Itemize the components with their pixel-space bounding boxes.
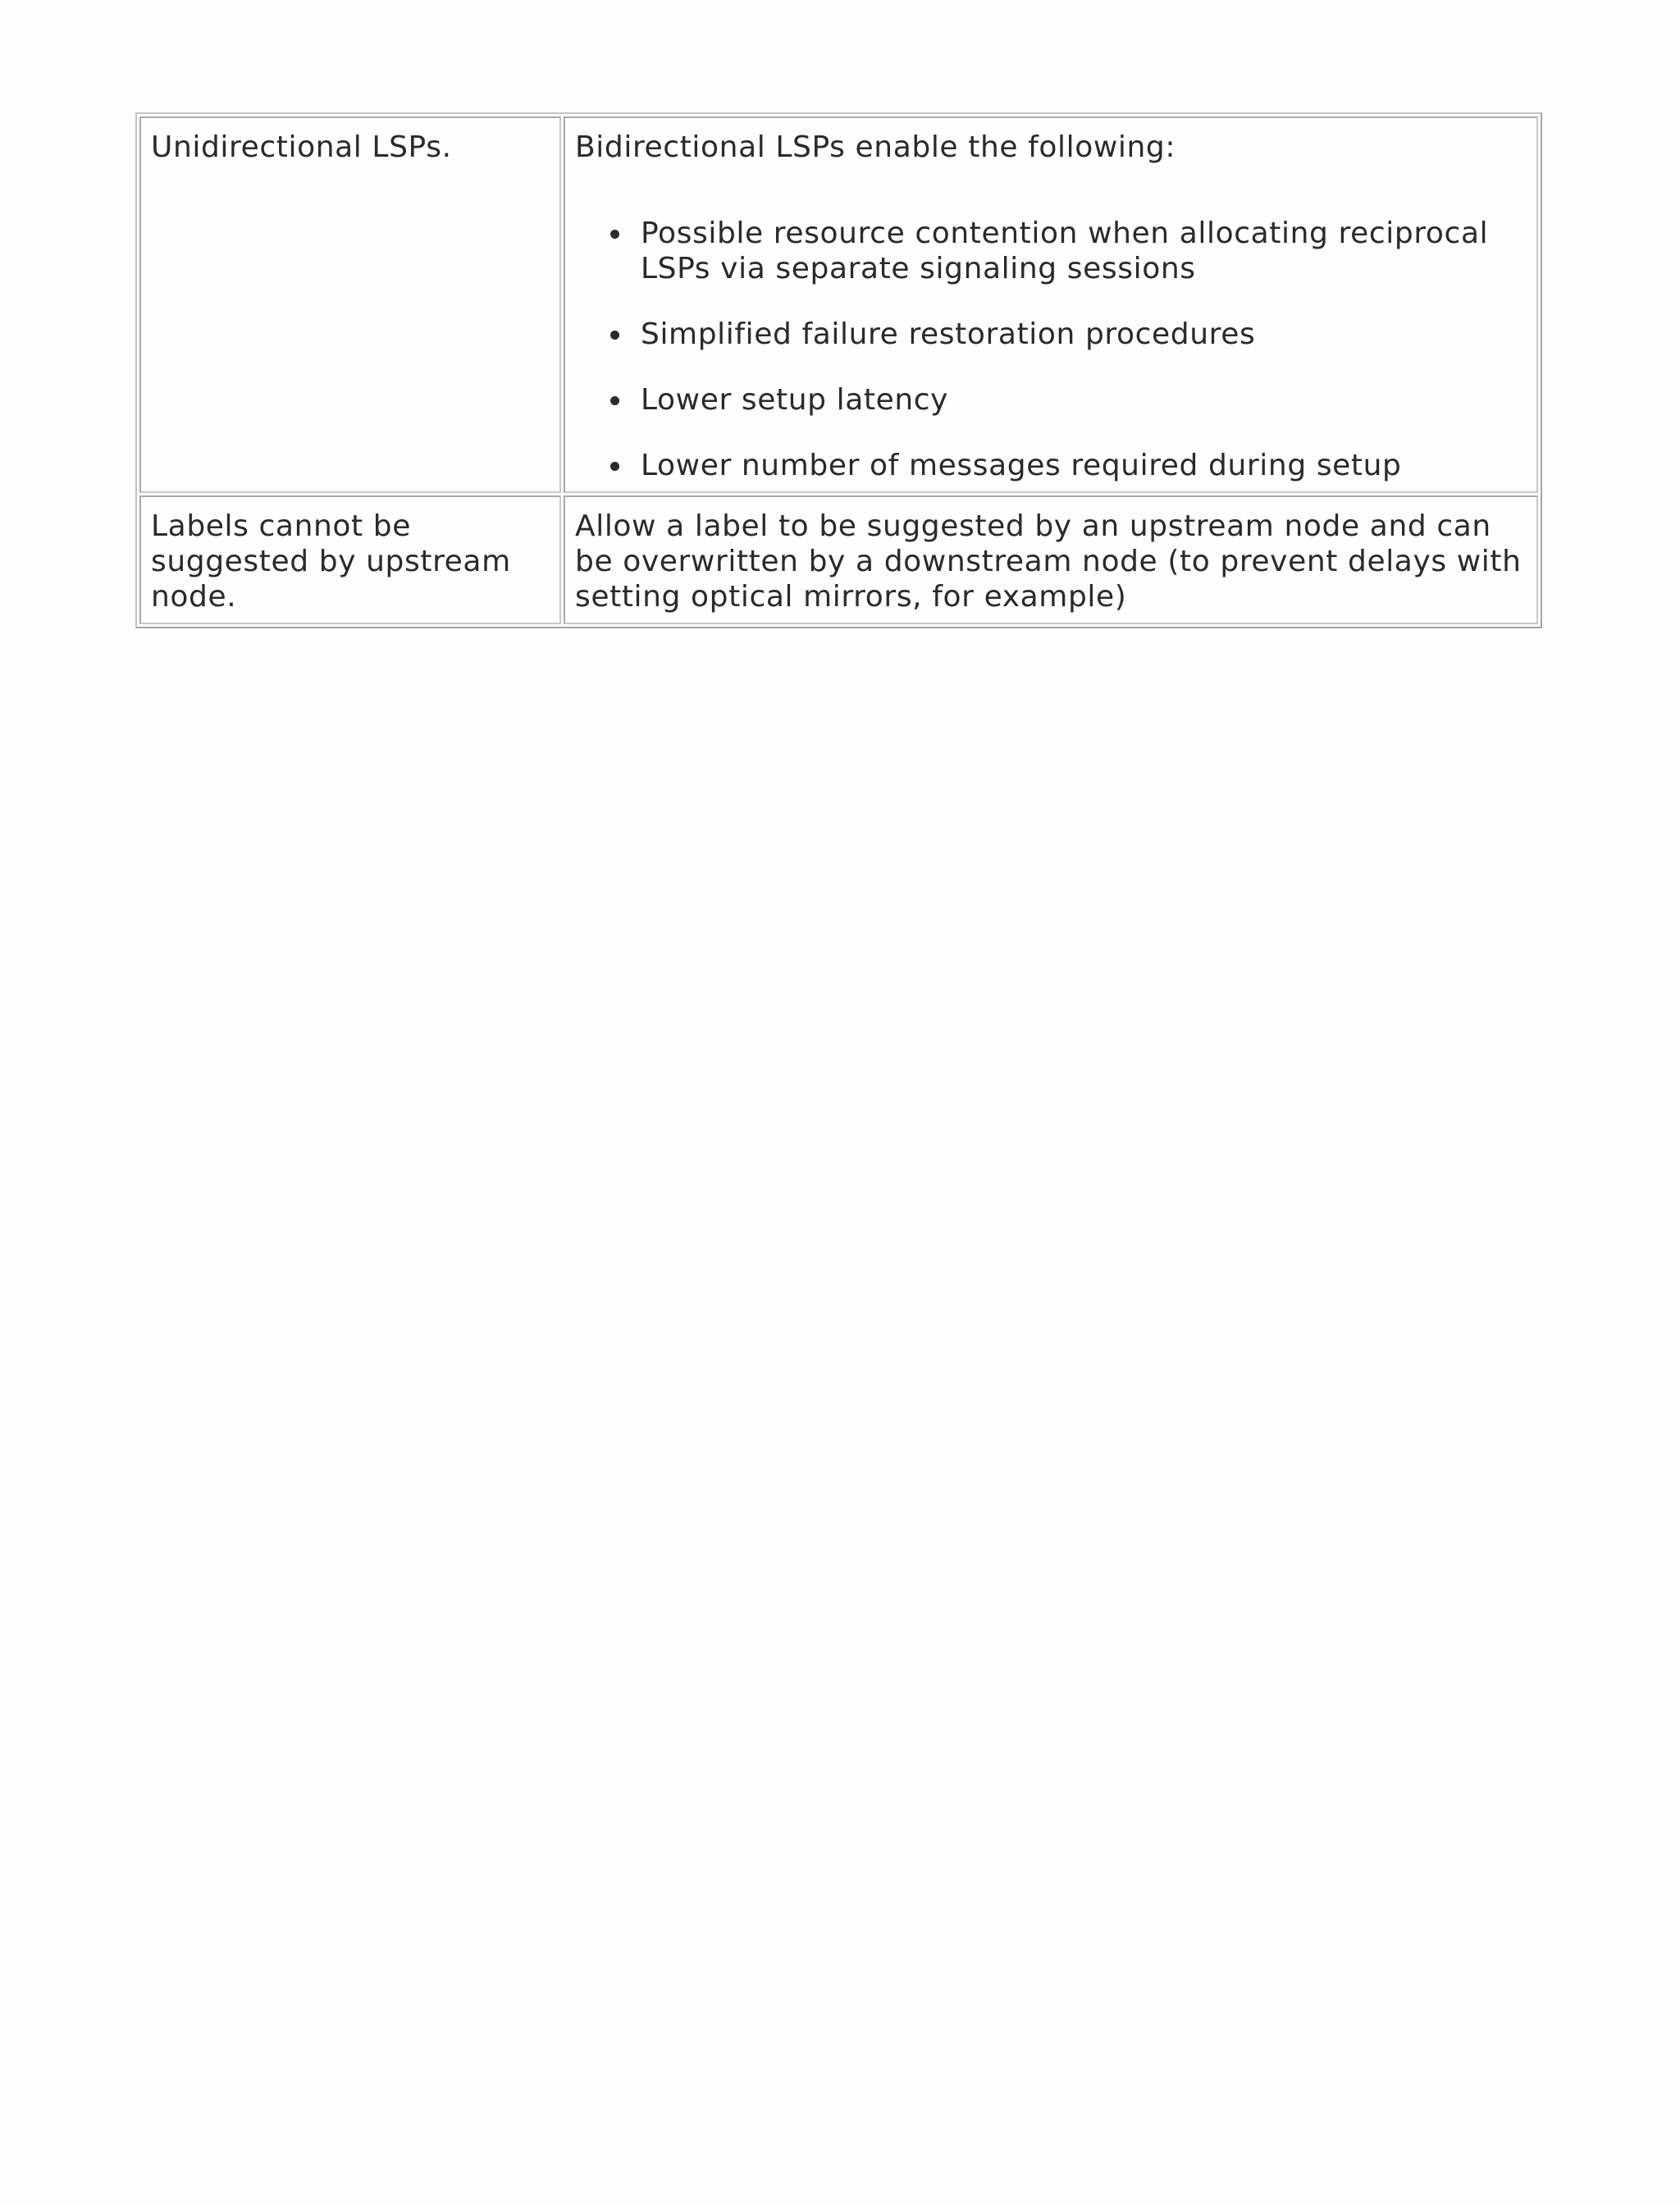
bullet-icon — [610, 396, 619, 405]
table-cell-right — [564, 495, 1538, 624]
cell-text: Labels cannot be suggested by upstream node. — [151, 509, 511, 614]
bullet-list — [575, 216, 1527, 483]
list-item — [641, 448, 1527, 483]
bullet-icon — [610, 331, 619, 340]
cell-text: Unidirectional LSPs. — [151, 130, 452, 164]
table-row — [139, 116, 1538, 493]
comparison-table — [135, 112, 1542, 628]
list-item-text: Possible resource contention when allocating reciprocal LSPs via separate signaling sessions — [641, 217, 1489, 285]
cell-text: Allow a label to be suggested by an upstream node and can be overwritten by a downstream node (to prevent delays with setting optical mirrors, for example) — [575, 509, 1522, 614]
table-cell-left — [139, 495, 561, 624]
table-cell-left — [139, 116, 561, 493]
list-item-text: Simplified failure restoration procedures — [641, 317, 1256, 351]
bullet-icon — [610, 462, 619, 471]
list-item-text: Lower number of messages required during setup — [641, 449, 1402, 482]
list-item — [641, 382, 1527, 418]
table-row — [139, 495, 1538, 624]
bullet-icon — [610, 230, 619, 239]
cell-intro-text: Bidirectional LSPs enable the following: — [575, 130, 1176, 164]
list-item — [641, 216, 1527, 286]
table-cell-right — [564, 116, 1538, 493]
list-item-text: Lower setup latency — [641, 383, 949, 417]
list-item — [641, 317, 1527, 352]
